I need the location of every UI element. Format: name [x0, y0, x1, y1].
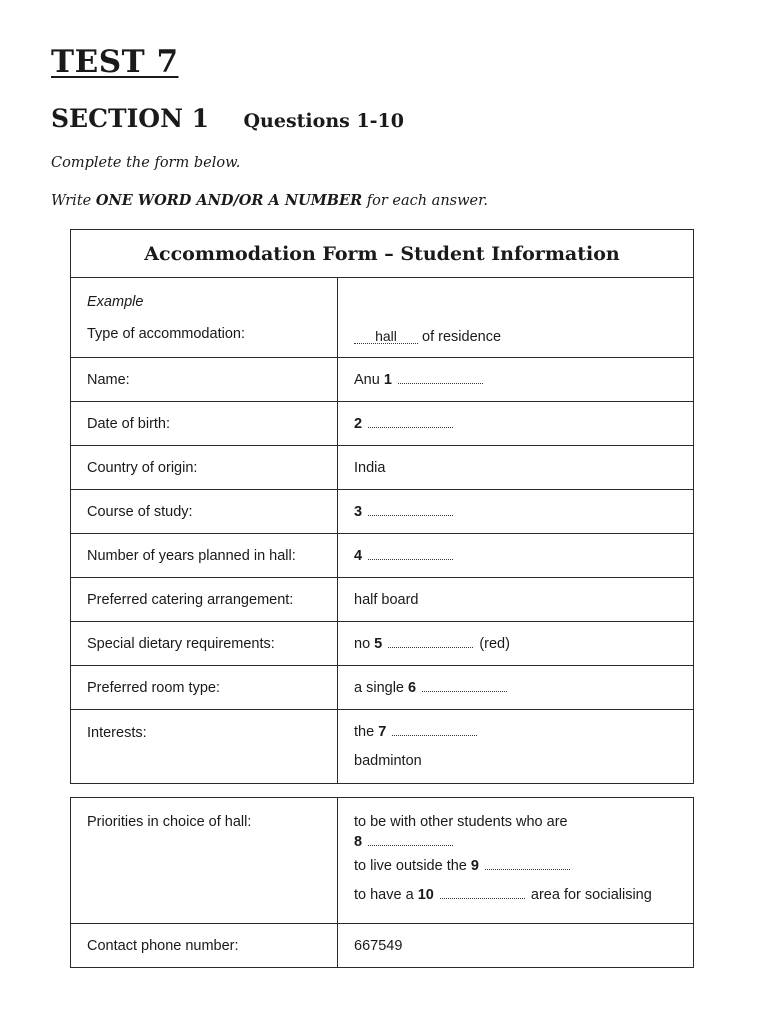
example-label: Example — [87, 293, 144, 310]
instruction-word-limit-bold: ONE WORD AND/OR A NUMBER — [95, 192, 363, 209]
years-label: Number of years planned in hall: — [71, 534, 338, 578]
answer-blank-9[interactable] — [485, 860, 570, 870]
name-answer-cell — [338, 358, 694, 402]
question-number-9: 9 — [470, 857, 479, 874]
interests-prefix: the — [354, 723, 375, 740]
answer-blank-8[interactable] — [368, 836, 453, 846]
country-label: Country of origin: — [71, 446, 338, 490]
question-number-3: 3 — [354, 503, 363, 520]
years-answer-cell — [338, 534, 694, 578]
answer-blank-6[interactable] — [422, 682, 507, 692]
example-answer-cell — [338, 278, 694, 358]
answer-blank-1[interactable] — [398, 374, 483, 384]
example-field-label: Type of accommodation: — [87, 325, 245, 342]
answer-blank-4[interactable] — [368, 550, 453, 560]
question-number-6: 6 — [408, 679, 417, 696]
instruction-word-limit — [51, 192, 488, 209]
instruction-suffix: for each answer. — [362, 193, 489, 209]
example-answer: hall — [354, 329, 418, 344]
answer-blank-7[interactable] — [392, 726, 477, 736]
question-number-4: 4 — [354, 547, 363, 564]
test-title: TEST 7 — [51, 44, 179, 80]
priorities-table — [70, 797, 694, 968]
priorities-answer-cell — [338, 798, 694, 924]
example-label-cell — [71, 278, 338, 358]
priority-3 — [354, 887, 652, 903]
priority-1 — [354, 812, 677, 852]
country-value: India — [338, 446, 694, 490]
answer-blank-2[interactable] — [368, 418, 453, 428]
priority-1-text: to be with other students who are — [354, 813, 568, 830]
phone-value: 667549 — [338, 924, 694, 968]
interests-badminton: badminton — [354, 752, 422, 769]
answer-blank-5[interactable] — [388, 638, 473, 648]
accommodation-form-table — [70, 229, 694, 784]
catering-label: Preferred catering arrangement: — [71, 578, 338, 622]
form-title: Accommodation Form – Student Information — [71, 230, 694, 278]
course-label: Course of study: — [71, 490, 338, 534]
question-number-8: 8 — [354, 833, 363, 850]
name-prefix: Anu — [354, 371, 380, 388]
question-number-10: 10 — [417, 886, 434, 903]
question-number-1: 1 — [383, 371, 392, 388]
priorities-label: Priorities in choice of hall: — [71, 798, 338, 924]
instruction-complete-form: Complete the form below. — [51, 155, 241, 171]
priority-2 — [354, 858, 572, 874]
date-of-birth-answer-cell — [338, 402, 694, 446]
dietary-label: Special dietary requirements: — [71, 622, 338, 666]
dietary-prefix: no — [354, 635, 371, 652]
course-answer-cell — [338, 490, 694, 534]
phone-label: Contact phone number: — [71, 924, 338, 968]
questions-range: Questions 1-10 — [243, 110, 404, 132]
room-type-label: Preferred room type: — [71, 666, 338, 710]
answer-blank-3[interactable] — [368, 506, 453, 516]
answer-blank-10[interactable] — [440, 889, 525, 899]
priority-2-text: to live outside the — [354, 857, 467, 874]
name-label: Name: — [71, 358, 338, 402]
priority-3-text: to have a — [354, 886, 414, 903]
room-type-prefix: a single — [354, 679, 404, 696]
question-number-2: 2 — [354, 415, 363, 432]
question-number-5: 5 — [374, 635, 383, 652]
question-number-7: 7 — [378, 723, 387, 740]
section-heading — [51, 104, 404, 133]
instruction-prefix: Write — [51, 193, 96, 209]
interests-answer-cell — [338, 710, 694, 784]
dietary-suffix: (red) — [479, 635, 510, 652]
priority-3-suffix: area for socialising — [530, 886, 652, 903]
example-suffix: of residence — [422, 328, 502, 345]
interests-label: Interests: — [71, 710, 338, 784]
room-type-answer-cell — [338, 666, 694, 710]
catering-value: half board — [338, 578, 694, 622]
date-of-birth-label: Date of birth: — [71, 402, 338, 446]
dietary-answer-cell — [338, 622, 694, 666]
section-title: SECTION 1 — [51, 104, 210, 133]
